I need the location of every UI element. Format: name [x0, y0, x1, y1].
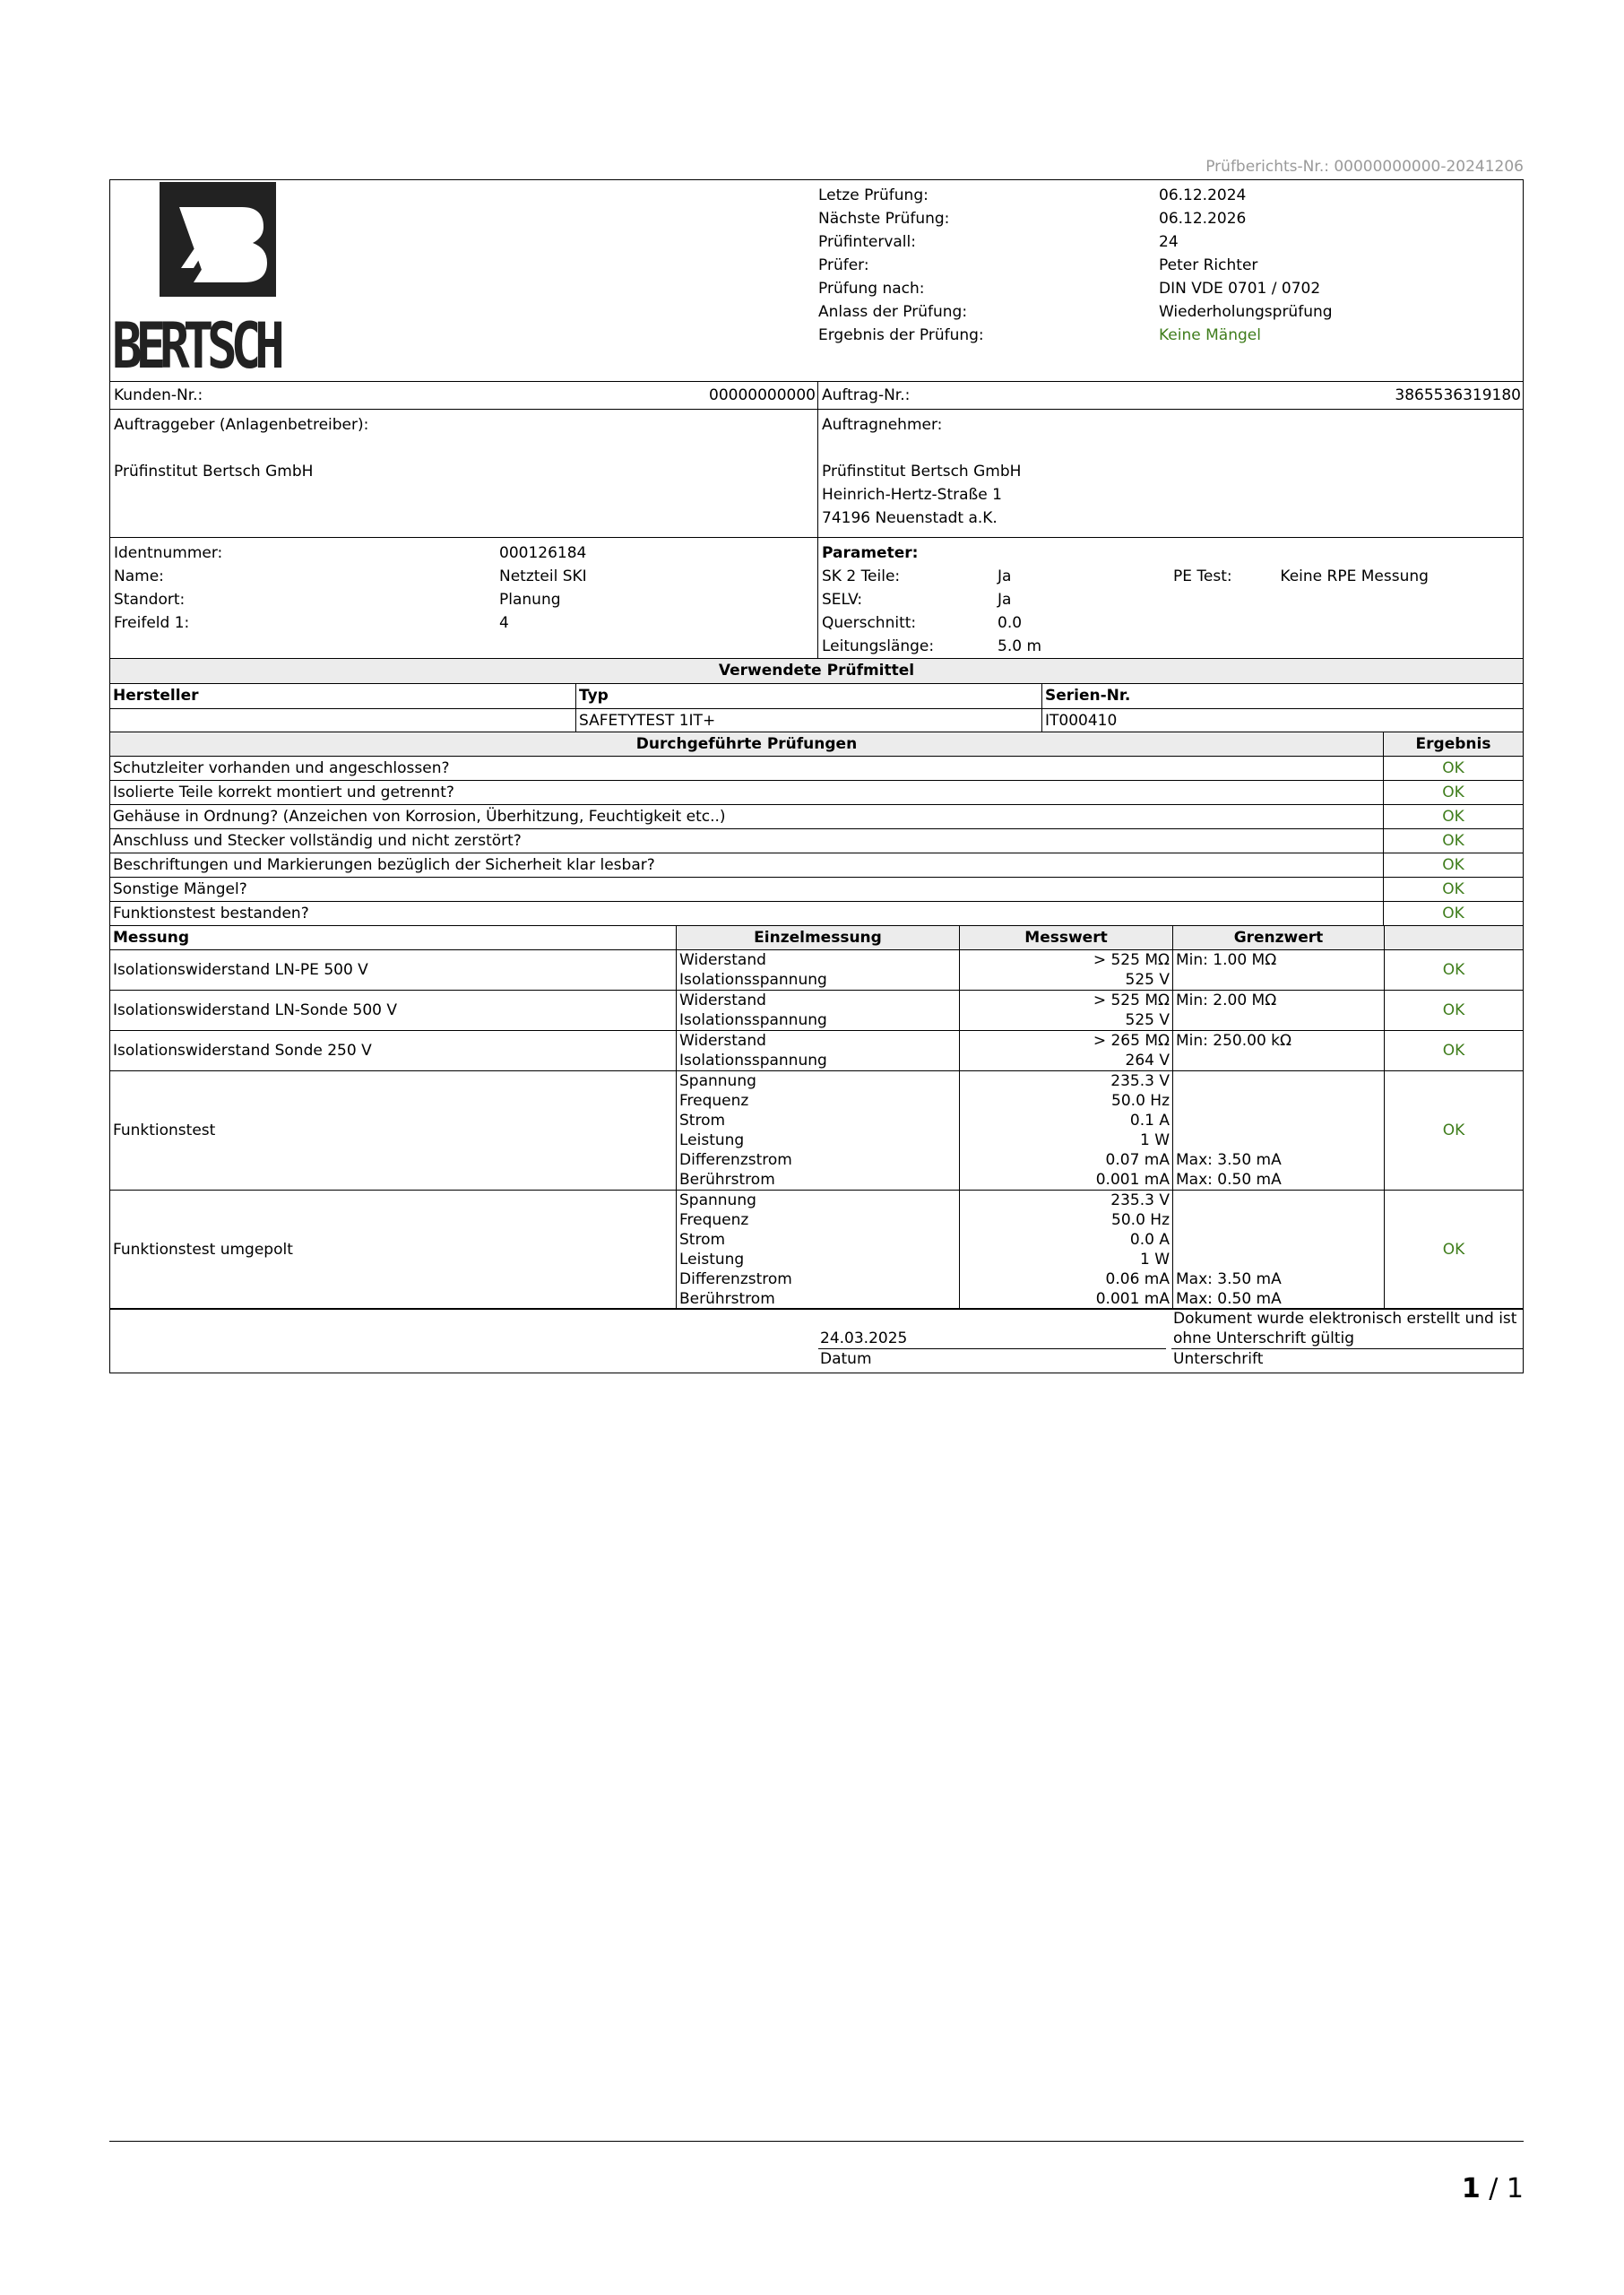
sub-measure-limit: Max: 0.50 mA [1176, 1170, 1282, 1189]
inspection-value: Wiederholungsprüfung [1159, 303, 1333, 321]
sub-measure-label: Differenzstrom [679, 1269, 792, 1288]
inspection-row [818, 300, 1523, 324]
sub-measure-value: 1 W [1139, 1250, 1170, 1269]
check-result: OK [1384, 853, 1524, 878]
measurement-limits [1173, 949, 1385, 990]
sub-measure-label: Spannung [679, 1191, 756, 1209]
sub-measure-label: Widerstand [679, 991, 766, 1009]
page-total: 1 [1506, 2173, 1524, 2204]
sub-measure-limit: Min: 2.00 MΩ [1176, 991, 1277, 1009]
inspection-label: Nächste Prüfung: [818, 210, 950, 228]
measurement-row [110, 949, 1524, 990]
sub-measure-limit: Min: 250.00 kΩ [1176, 1031, 1292, 1050]
inspection-label: Ergebnis der Prüfung: [818, 326, 984, 344]
order-label: Auftrag-Nr.: [822, 386, 911, 404]
sub-measure-label: Strom [679, 1111, 726, 1130]
inspection-value: DIN VDE 0701 / 0702 [1159, 280, 1321, 298]
client-block [110, 410, 818, 537]
check-result: OK [1384, 902, 1524, 926]
measurement-limits [1173, 1190, 1385, 1309]
sub-measure-value: 525 V [1125, 970, 1170, 989]
sub-measure-value: 0.0 A [1129, 1230, 1170, 1249]
measurement-values [960, 949, 1173, 990]
sub-measure-limit [1176, 1210, 1381, 1230]
equipment-header-manufacturer: Hersteller [110, 683, 576, 708]
inspection-label: Letze Prüfung: [818, 186, 929, 204]
check-row [110, 781, 1524, 805]
check-text: Schutzleiter vorhanden und angeschlossen? [110, 757, 1384, 781]
meas-header-name: Messung [110, 925, 677, 949]
device-value: Netzteil SKI [499, 567, 587, 585]
measurement-row [110, 1030, 1524, 1070]
parameter-value: 0.0 [998, 614, 1023, 632]
measurement-values [960, 990, 1173, 1030]
contractor-name: Prüfinstitut Bertsch GmbH [822, 463, 1022, 481]
check-text: Gehäuse in Ordnung? (Anzeichen von Korrosion, Überhitzung, Feuchtigkeit etc..) [110, 805, 1384, 829]
sub-measure-limit [1176, 1191, 1381, 1210]
client-name: Prüfinstitut Bertsch GmbH [114, 463, 314, 481]
inspection-row [818, 277, 1523, 300]
sub-measure-value: 264 V [1125, 1051, 1170, 1070]
equipment-title: Verwendete Prüfmittel [110, 658, 1524, 683]
pe-test [1173, 565, 1429, 588]
sub-measure-limit [1176, 1130, 1381, 1150]
logo-wordmark: BERTSCH [112, 309, 279, 383]
sub-measure-label: Berührstrom [679, 1289, 775, 1308]
sub-measure-limit: Max: 0.50 mA [1176, 1289, 1282, 1308]
parameter-label: Leitungslänge: [822, 637, 935, 655]
customer-number: 00000000000 [709, 386, 816, 404]
check-row [110, 902, 1524, 926]
report-frame [109, 179, 1524, 1373]
sub-measure-limit [1176, 1091, 1381, 1111]
device-label: Identnummer: [114, 544, 223, 562]
measurement-result: OK [1385, 990, 1524, 1030]
customer-cell [110, 382, 818, 409]
sub-measure-limit [1176, 1111, 1381, 1130]
page-number [1452, 2173, 1524, 2204]
check-result: OK [1384, 805, 1524, 829]
inspection-label: Prüfung nach: [818, 280, 925, 298]
measurement-limits [1173, 1030, 1385, 1070]
device-label: Name: [114, 567, 164, 585]
measurement-limits [1173, 990, 1385, 1030]
check-row [110, 805, 1524, 829]
sub-measure-label: Widerstand [679, 1031, 766, 1050]
sub-measure-label: Frequenz [679, 1091, 749, 1110]
sub-measure-limit [1176, 970, 1381, 990]
measurement-result: OK [1385, 1190, 1524, 1309]
logo-area [110, 180, 818, 381]
parameters-block [818, 538, 1523, 658]
sub-measure-label: Isolationsspannung [679, 970, 827, 989]
date-value: 24.03.2025 [818, 1329, 1166, 1349]
measurement-row [110, 1190, 1524, 1309]
customer-order-row [109, 382, 1524, 410]
page-current: 1 [1461, 2173, 1481, 2204]
check-text: Isolierte Teile korrekt montiert und getrennt? [110, 781, 1384, 805]
sub-measure-value: > 525 MΩ [1093, 991, 1170, 1009]
page-separator: / [1480, 2173, 1507, 2204]
measurement-labels [677, 1030, 960, 1070]
order-number: 3865536319180 [1395, 386, 1521, 404]
meas-header-value: Messwert [960, 925, 1173, 949]
check-result: OK [1384, 781, 1524, 805]
sub-measure-value: 50.0 Hz [1111, 1091, 1170, 1110]
sub-measure-label: Differenzstrom [679, 1150, 792, 1169]
checks-result-header: Ergebnis [1384, 732, 1524, 757]
sub-measure-limit [1176, 1250, 1381, 1269]
meas-header-limit: Grenzwert [1173, 925, 1385, 949]
parameter-label: Querschnitt: [822, 614, 917, 632]
sub-measure-value: 235.3 V [1110, 1071, 1170, 1090]
sub-measure-value: 235.3 V [1110, 1191, 1170, 1209]
sub-measure-label: Isolationsspannung [679, 1010, 827, 1029]
parameter-value: Ja [998, 591, 1012, 609]
device-row [114, 611, 814, 635]
measurement-values [960, 1030, 1173, 1070]
sub-measure-limit: Max: 3.50 mA [1176, 1269, 1282, 1288]
header-block [109, 179, 1524, 382]
parameter-label: SELV: [822, 591, 863, 609]
sub-measure-limit [1176, 1051, 1381, 1070]
inspection-value: 06.12.2024 [1159, 186, 1247, 204]
equipment-manufacturer [110, 708, 576, 732]
checks-table [109, 732, 1524, 926]
check-result: OK [1384, 829, 1524, 853]
inspection-row [818, 324, 1523, 347]
inspection-label: Prüfintervall: [818, 233, 916, 251]
order-cell [818, 382, 1523, 409]
pe-test-value: Keine RPE Messung [1280, 567, 1429, 585]
measurement-labels [677, 990, 960, 1030]
sub-measure-value: > 525 MΩ [1093, 950, 1170, 969]
sub-measure-limit: Min: 1.00 MΩ [1176, 950, 1277, 969]
device-params-row [109, 538, 1524, 659]
measurement-limits [1173, 1070, 1385, 1190]
contractor-block [818, 410, 1523, 537]
parameter-value: 5.0 m [998, 637, 1041, 655]
measurement-name: Isolationswiderstand Sonde 250 V [110, 1030, 677, 1070]
date-label: Datum [820, 1350, 872, 1368]
measurement-labels [677, 949, 960, 990]
sub-measure-value: 0.001 mA [1095, 1289, 1170, 1308]
measurement-values [960, 1190, 1173, 1309]
sub-measure-limit [1176, 1230, 1381, 1250]
check-text: Anschluss und Stecker vollständig und nicht zerstört? [110, 829, 1384, 853]
sub-measure-value: 1 W [1139, 1130, 1170, 1149]
sub-measure-label: Frequenz [679, 1210, 749, 1229]
signature-note: Dokument wurde elektronisch erstellt und ist ohne Unterschrift gültig [1171, 1309, 1523, 1349]
measurements-table [109, 925, 1524, 1310]
device-label: Freifeld 1: [114, 614, 190, 632]
footer-divider [109, 2141, 1524, 2142]
inspection-label: Prüfer: [818, 256, 869, 274]
bertsch-logo-icon [160, 182, 276, 297]
inspection-value: Peter Richter [1159, 256, 1258, 274]
device-row [114, 588, 814, 611]
signature-block [109, 1308, 1524, 1373]
sub-measure-value: 0.1 A [1129, 1111, 1170, 1130]
parameter-value: Ja [998, 567, 1012, 585]
signature-label: Unterschrift [1173, 1350, 1264, 1368]
parameter-label: SK 2 Teile: [822, 567, 901, 585]
parameters-title: Parameter: [822, 544, 919, 562]
sub-measure-value: 0.07 mA [1105, 1150, 1170, 1169]
equipment-table [109, 658, 1524, 733]
signature-date [818, 1329, 1166, 1369]
meas-header-result [1385, 925, 1524, 949]
measurement-name: Isolationswiderstand LN-PE 500 V [110, 949, 677, 990]
measurement-result: OK [1385, 949, 1524, 990]
inspection-value: 24 [1159, 233, 1179, 251]
check-row [110, 878, 1524, 902]
customer-label: Kunden-Nr.: [114, 386, 203, 404]
parameter-row [822, 588, 1519, 611]
equipment-serial: IT000410 [1042, 708, 1524, 732]
contractor-city: 74196 Neuenstadt a.K. [822, 509, 998, 527]
sub-measure-label: Widerstand [679, 950, 766, 969]
equipment-type: SAFETYTEST 1IT+ [576, 708, 1042, 732]
contractor-street: Heinrich-Hertz-Straße 1 [822, 486, 1002, 504]
sub-measure-value: 50.0 Hz [1111, 1210, 1170, 1229]
check-row [110, 757, 1524, 781]
sub-measure-value: 525 V [1125, 1010, 1170, 1029]
client-label: Auftraggeber (Anlagenbetreiber): [114, 416, 369, 434]
inspection-info [818, 180, 1523, 381]
measurement-name: Funktionstest [110, 1070, 677, 1190]
measurement-name: Funktionstest umgepolt [110, 1190, 677, 1309]
check-result: OK [1384, 757, 1524, 781]
sub-measure-limit [1176, 1010, 1381, 1030]
equipment-header-serial: Serien-Nr. [1042, 683, 1524, 708]
sub-measure-label: Strom [679, 1230, 726, 1249]
meas-header-single: Einzelmessung [677, 925, 960, 949]
inspection-row [818, 230, 1523, 254]
device-value: 000126184 [499, 544, 587, 562]
pe-test-label: PE Test: [1173, 567, 1232, 585]
inspection-row [818, 184, 1523, 207]
device-value: 4 [499, 614, 509, 632]
sub-measure-label: Spannung [679, 1071, 756, 1090]
parameter-row [822, 635, 1519, 658]
sub-measure-value: 0.06 mA [1105, 1269, 1170, 1288]
check-result: OK [1384, 878, 1524, 902]
check-row [110, 829, 1524, 853]
inspection-label: Anlass der Prüfung: [818, 303, 968, 321]
device-label: Standort: [114, 591, 186, 609]
measurement-labels [677, 1070, 960, 1190]
inspection-row [818, 207, 1523, 230]
measurement-row [110, 1070, 1524, 1190]
measurement-name: Isolationswiderstand LN-Sonde 500 V [110, 990, 677, 1030]
check-text: Beschriftungen und Markierungen bezüglich der Sicherheit klar lesbar? [110, 853, 1384, 878]
device-row [114, 541, 814, 565]
measurement-values [960, 1070, 1173, 1190]
equipment-header-type: Typ [576, 683, 1042, 708]
check-text: Sonstige Mängel? [110, 878, 1384, 902]
device-value: Planung [499, 591, 561, 609]
contractor-label: Auftragnehmer: [822, 416, 943, 434]
measurement-result: OK [1385, 1030, 1524, 1070]
inspection-value: 06.12.2026 [1159, 210, 1247, 228]
inspection-row [818, 254, 1523, 277]
measurement-row [110, 990, 1524, 1030]
signature-sign [1171, 1309, 1523, 1369]
sub-measure-value: 0.001 mA [1095, 1170, 1170, 1189]
device-row [114, 565, 814, 588]
report-number: Prüfberichts-Nr.: 00000000000-20241206 [1205, 158, 1524, 176]
sub-measure-label: Leistung [679, 1130, 745, 1149]
parties-row [109, 410, 1524, 538]
sub-measure-limit [1176, 1071, 1381, 1091]
measurement-result: OK [1385, 1070, 1524, 1190]
sub-measure-limit: Max: 3.50 mA [1176, 1150, 1282, 1169]
sub-measure-value: > 265 MΩ [1093, 1031, 1170, 1050]
inspection-value: Keine Mängel [1159, 326, 1261, 344]
measurement-labels [677, 1190, 960, 1309]
sub-measure-label: Isolationsspannung [679, 1051, 827, 1070]
check-text: Funktionstest bestanden? [110, 902, 1384, 926]
parameter-row [822, 611, 1519, 635]
check-row [110, 853, 1524, 878]
sub-measure-label: Leistung [679, 1250, 745, 1269]
checks-title: Durchgeführte Prüfungen [110, 732, 1384, 757]
device-block [110, 538, 818, 658]
sub-measure-label: Berührstrom [679, 1170, 775, 1189]
